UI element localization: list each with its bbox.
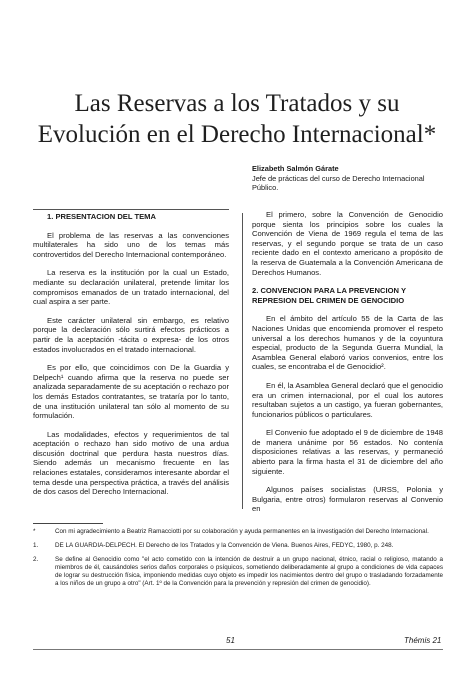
paragraph: En el ámbito del artículo 55 de la Carta de las Naciones Unidas que encomienda promover el respeto universal a los derechos humanos y de la coyuntura especial, producto de la Segunda Guerra Mundial, la Asamblea General elaboró varios convenios, entre los cuales, se encontraba el de Genocidio².	[252, 314, 443, 372]
footnote	[33, 528, 443, 536]
right-column	[252, 210, 443, 523]
column-divider	[242, 213, 243, 509]
footnote-mark: 2.	[33, 556, 39, 564]
footnote-text: Con mi agradecimiento a Beatriz Ramacciotti por su colaboración y ayuda permanentes en la investigación del Derecho Internacional.	[55, 528, 429, 535]
footnote	[33, 556, 443, 588]
author-block	[252, 164, 452, 193]
left-column	[33, 210, 229, 506]
paragraph: La reserva es la institución por la cual un Estado, mediante su declaración unilateral, pretende limitar los compromisos emanados de un tratado internacional, del cual aspira a ser parte.	[33, 268, 229, 307]
footer-rule	[33, 649, 443, 650]
section-heading-2: 2. CONVENCION PARA LA PREVENCION Y REPRESION DEL CRIMEN DE GENOCIDIO	[252, 286, 406, 305]
paragraph: Este carácter unilateral sin embargo, es relativo porque la declaración sólo surtirá efectos prácticos a partir de la aceptación -tácita o expresa- de los otros estados involucrados en el tratado internacional.	[33, 315, 229, 354]
paragraph: Es por ello, que coincidimos con De la Guardia y Delpech¹ cuando afirma que la reserva no puede ser analizada separadamente de su aceptación o rechazo por los demás Estados contratantes, se trataría por lo tanto, de una institución unilateral tan sólo al momento de su formulación.	[33, 363, 229, 421]
section-heading-1: 1. PRESENTACION DEL TEMA	[47, 212, 156, 221]
paragraph: El Convenio fue adoptado el 9 de diciembre de 1948 de manera unánime por 56 estados. No contenía disposiciones relativas a las reservas, y permaneció abierto para la firma hasta el 31 de diciembre del año siguiente.	[252, 428, 443, 476]
paragraph: En él, la Asamblea General declaró que el genocidio era un crimen internacional, por el cual los autores resultaban sujetos a un castigo, ya fueran gobernantes, funcionarios públicos o particulares.	[252, 380, 443, 419]
footnote-text: Se define al Genocidio como "el acto cometido con la intención de destruir a un grupo nacional, étnico, racial o religioso, matando a miembros de él, causándoles serios daños corporales o psíquicos, sometiendo deliberadamente al grupo a condiciones de vida capaces de lograr su destrucción física, imponiendo medidas cuyo objeto es impedir los nacimientos dentro del grupo o trasladando forzadamente a los niños de un grupo a otro" (Art. 1º de la Convención para la prevención y represión del crimen de genocidio).	[55, 556, 443, 588]
title-line-1: Las Reservas a los Tratados y su	[74, 90, 400, 117]
footnote-text: DE LA GUARDIA-DELPECH. El Derecho de los Tratados y la Convención de Viena. Buenos Aires, FEDYC, 1980, p. 248.	[55, 542, 394, 550]
page-number: 51	[226, 636, 235, 645]
footnotes	[33, 528, 443, 595]
footnote	[33, 542, 443, 550]
footnote-rule	[33, 523, 103, 524]
footnote-mark: *	[33, 528, 36, 535]
footnote-mark: 1.	[33, 542, 39, 550]
journal-name: Thémis 21	[404, 636, 442, 645]
author-role: Jefe de prácticas del curso de Derecho Internacional Público.	[252, 173, 425, 192]
author-name: Elizabeth Salmón Gárate	[252, 164, 339, 173]
paragraph: El problema de las reservas a las convenciones multilaterales ha sido uno de los temas más controvertidos del Derecho Internacional contemporáneo.	[33, 230, 229, 259]
article-title	[30, 88, 444, 150]
paragraph: Las modalidades, efectos y requerimientos de tal aceptación o rechazo han sido motivo de una ardua discusión doctrinal que perdura hasta nuestros días. Siendo además un mecanismo frecuente en las relaciones estatales, consideramos interesante abordar el tema desde una perspectiva práctica, a través del análisis de dos casos del Derecho Internacional.	[33, 429, 229, 497]
paragraph: El primero, sobre la Convención de Genocidio porque sienta los principios sobre los cuales la Convención de Viena de 1969 regula el tema de las reservas, y el segundo porque se trata de un caso reciente dado en el contexto americano a propósito de la reserva de Guatemala a la Convención Americana de Derechos Humanos.	[252, 210, 443, 277]
title-line-2: Evolución en el Derecho Internacional*	[37, 121, 437, 148]
paragraph: Algunos países socialistas (URSS, Polonia y Bulgaria, entre otros) formularon reservas al Convenio en	[252, 485, 443, 514]
